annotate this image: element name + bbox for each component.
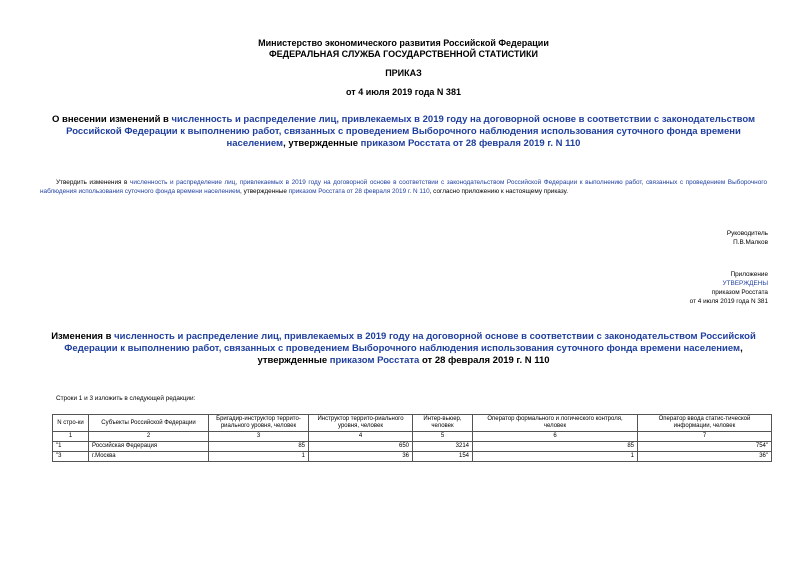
table-cell: 4 xyxy=(309,432,413,442)
table-cell: 1 xyxy=(53,432,89,442)
appendix-approved[interactable]: УТВЕРЖДЕНЫ xyxy=(722,280,768,287)
intro-text: Строки 1 и 3 изложить в следующей редакции: xyxy=(56,395,196,402)
appendix-line: от 4 июля 2019 года N 381 xyxy=(689,298,768,305)
col-header-interviewer: Интер-вьюер, человек xyxy=(413,415,473,432)
table-cell: г.Москва xyxy=(89,452,209,462)
signature-block xyxy=(727,229,768,247)
col-header-instructor: Инструктор террито-риального уровня, человек xyxy=(309,415,413,432)
table-number-row xyxy=(53,432,772,442)
appendix-block xyxy=(690,270,768,306)
appendix-title-text: , утвержденные xyxy=(257,343,743,366)
table-cell: 85 xyxy=(473,442,638,452)
service-name: ФЕДЕРАЛЬНАЯ СЛУЖБА ГОСУДАРСТВЕННОЙ СТАТИСТИКИ xyxy=(269,49,538,59)
title-link-order[interactable]: приказом Росстата от 28 февраля 2019 г. N 110 xyxy=(360,138,581,149)
body-link-regulation[interactable]: численность и распределение лиц, привлекаемых в 2019 году на договорной основе в соответствии с законодательством Российской Федерации к выполнению работ, связанных с проведением Выборочного наблюдения использования суточного фонда времени населением xyxy=(40,179,768,195)
signature-name: П.В.Малков xyxy=(733,239,768,246)
appendix-title-link-order[interactable]: приказом Росстата xyxy=(329,355,420,366)
signature-position: Руководитель xyxy=(726,230,768,237)
table-cell: "3 xyxy=(53,452,89,462)
table-cell: 3 xyxy=(209,432,309,442)
table-cell: 650 xyxy=(309,442,413,452)
body-text: , утвержденные xyxy=(240,188,289,195)
appendix-line: Приложение xyxy=(730,271,768,278)
table-cell: 36" xyxy=(638,452,772,462)
table-row xyxy=(53,442,772,452)
title-link-regulation[interactable]: численность и распределение лиц, привлекаемых в 2019 году на договорной основе в соответствии с законодательством Российской Федерации к выполнению работ, связанных с проведением Выборочного наблюдения использования суточного фонда времени населением xyxy=(66,114,756,149)
table-cell: 2 xyxy=(89,432,209,442)
table-cell: 85 xyxy=(209,442,309,452)
title-text: , утвержденные xyxy=(283,138,361,149)
table-cell: 754" xyxy=(638,442,772,452)
title-text: О внесении изменений в xyxy=(51,114,172,125)
appendix-line: приказом Росстата xyxy=(711,289,768,296)
appendix-title-text: Изменения в xyxy=(51,331,115,342)
table-cell: 154 xyxy=(413,452,473,462)
document-date: от 4 июля 2019 года N 381 xyxy=(346,87,461,97)
col-header-brigadier: Бригадир-инструктор террито-риального уровня, человек xyxy=(209,415,309,432)
table-cell: 5 xyxy=(413,432,473,442)
table-cell: "1 xyxy=(53,442,89,452)
table-cell: 7 xyxy=(638,432,772,442)
ministry-name: Министерство экономического развития Российской Федерации xyxy=(258,38,549,48)
document-type: ПРИКАЗ xyxy=(385,68,422,78)
table-cell: 3214 xyxy=(413,442,473,452)
appendix-title-link-regulation[interactable]: численность и распределение лиц, привлекаемых в 2019 году на договорной основе в соответствии с законодательством Российской Федерации к выполнению работ, связанных с проведением Выборочного наблюдения использования суточного фонда времени населением xyxy=(64,331,756,354)
table-header-row xyxy=(53,415,772,432)
appendix-title-text: от 28 февраля 2019 г. N 110 xyxy=(419,355,550,366)
body-paragraph xyxy=(40,178,767,196)
col-header-row-number: N стро-ки xyxy=(53,415,89,432)
col-header-control-operator: Оператор формального и логического контроля, человек xyxy=(473,415,638,432)
table-cell: Российская Федерация xyxy=(89,442,209,452)
table-row xyxy=(53,452,772,462)
table-cell: 1 xyxy=(473,452,638,462)
col-header-subjects: Субъекты Российской Федерации xyxy=(89,415,209,432)
table-cell: 6 xyxy=(473,432,638,442)
changes-table xyxy=(52,414,772,462)
col-header-input-operator: Оператор ввода статис-тической информации, человек xyxy=(638,415,772,432)
table-cell: 36 xyxy=(309,452,413,462)
body-text: , согласно приложению к настоящему приказу. xyxy=(429,188,568,195)
appendix-title xyxy=(36,331,771,367)
body-text: Утвердить изменения в xyxy=(56,179,131,186)
table-cell: 1 xyxy=(209,452,309,462)
body-link-order[interactable]: приказом Росстата от 28 февраля 2019 г. N 110 xyxy=(288,188,430,195)
document-title xyxy=(36,114,771,150)
